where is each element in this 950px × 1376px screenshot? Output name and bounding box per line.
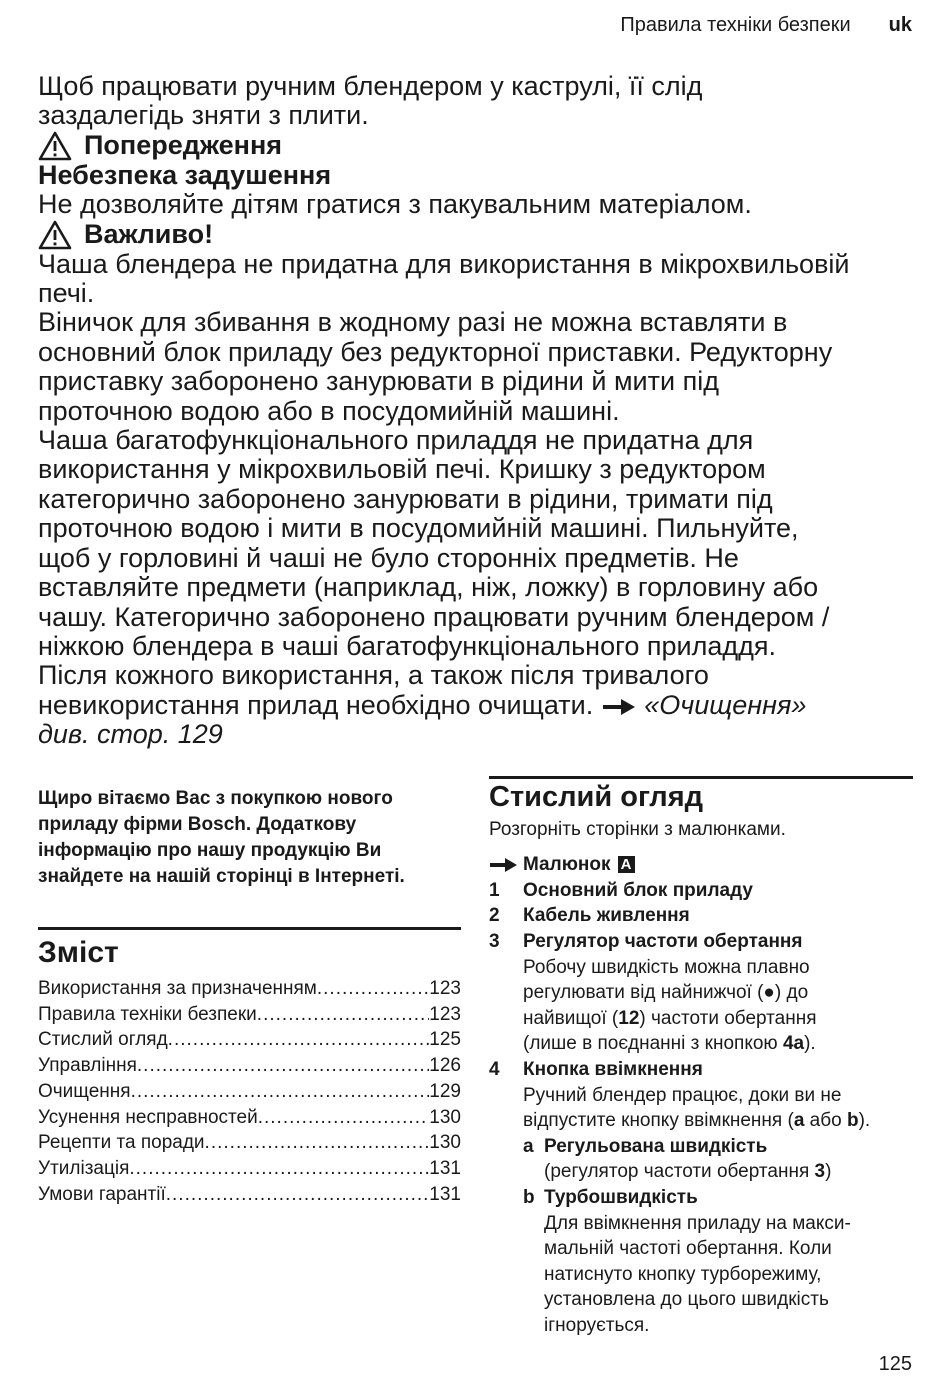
cleaning-reference-link[interactable]: «Очищення» — [644, 689, 807, 720]
toc-item[interactable] — [38, 1156, 461, 1182]
toc-leader — [131, 1079, 430, 1105]
sub-item-desc-line: мальній частоті обертання. Коли — [544, 1238, 832, 1260]
warning-heading — [38, 131, 918, 161]
toc-item[interactable] — [38, 1027, 461, 1053]
item-label: Кнопка ввімкнення — [523, 1058, 703, 1080]
warning-title: Попередження — [84, 130, 283, 161]
toc-leader — [257, 1002, 430, 1028]
toc-item-title: Використання за призначенням — [38, 978, 317, 999]
toc-item-title: Утилізація — [38, 1157, 130, 1179]
item-number: 2 — [489, 905, 500, 927]
text-part-bold: 12 — [618, 1007, 640, 1029]
item-number: 4 — [489, 1058, 500, 1080]
arrow-right-icon — [489, 857, 519, 873]
page-number: 125 — [878, 1353, 912, 1375]
overview-item — [489, 903, 913, 929]
text-part-bold: a — [793, 1110, 805, 1132]
item-number: 3 — [489, 930, 500, 952]
important-line: категорично заборонено занурювати в рідини, тримати під — [38, 483, 773, 514]
sub-item-label: Турбошвидкість — [544, 1186, 698, 1208]
toc-item-page: 125 — [429, 1029, 461, 1051]
overview-subtitle: Розгорніть сторінки з малюнками. — [489, 818, 786, 840]
item-desc-line — [523, 1006, 913, 1032]
toc-item-page: 126 — [429, 1055, 461, 1077]
overview-divider — [489, 776, 913, 779]
text-part: (регулятор частоти обертання — [544, 1161, 815, 1183]
important-last-line — [38, 691, 918, 720]
item-desc-line: регулювати від найнижчої (●) до — [523, 982, 809, 1004]
toc-item[interactable] — [38, 1079, 461, 1105]
welcome-line: знайдете на нашій сторінці в Інтернеті. — [38, 866, 405, 887]
sub-item-a — [523, 1134, 913, 1185]
toc-item-page: 130 — [429, 1132, 461, 1154]
text-part: або — [804, 1110, 847, 1132]
header-lang: uk — [888, 14, 912, 36]
toc-item[interactable] — [38, 1130, 461, 1156]
text-part-bold: b — [846, 1110, 859, 1132]
item-desc-line: Робочу швидкість можна плавно — [523, 956, 810, 978]
toc-divider — [38, 927, 461, 930]
important-line: чашу. Категорично заборонено працювати ручним блендером / — [38, 601, 830, 632]
toc-item-page: 130 — [429, 1106, 461, 1128]
intro-line-2: заздалегідь зняти з плити. — [38, 100, 369, 131]
toc-leader — [168, 1027, 430, 1053]
item-desc-line: Ручний блендер працює, доки ви не — [523, 1084, 842, 1106]
sub-item-desc — [544, 1159, 913, 1185]
toc-item-page: 123 — [429, 978, 461, 999]
right-column — [489, 776, 913, 1338]
important-line: печі. — [38, 278, 95, 309]
important-line: ніжкою блендера в чаші багатофункціонального приладдя. — [38, 630, 776, 661]
sub-item-desc-line: Для ввімкнення приладу на макси- — [544, 1212, 851, 1234]
item-label: Регулятор частоти обертання — [523, 930, 803, 952]
sub-item-letter: a — [523, 1135, 534, 1157]
important-line: Віничок для збивання в жодному разі не можна вставляти в — [38, 307, 788, 338]
important-line: щоб у горловині й чаші не було сторонніх предметів. Не — [38, 542, 739, 573]
hazard-text: Не дозволяйте дітям гратися з пакувальним матеріалом. — [38, 189, 752, 220]
figure-reference — [489, 852, 913, 878]
important-line: основний блок приладу без редукторної приставки. Редукторну — [38, 336, 833, 367]
text-part: відпустите кнопку ввімкнення ( — [523, 1110, 794, 1132]
toc-item[interactable] — [38, 1105, 461, 1131]
toc-item-page: 131 — [429, 1183, 461, 1205]
item-label: Основний блок приладу — [523, 879, 753, 901]
text-part: ) — [825, 1161, 832, 1183]
warning-triangle-icon — [38, 220, 72, 250]
welcome-line: інформацію про нашу продукцію Ви — [38, 840, 382, 861]
text-part: (лише в поєднанні з кнопкою — [523, 1033, 783, 1055]
important-line: Чаша багатофункціонального приладдя не придатна для — [38, 425, 754, 456]
cleaning-reference-page: див. стор. 129 — [38, 719, 223, 750]
overview-title: Стислий огляд — [489, 781, 704, 813]
toc-item-title: Рецепти та поради — [38, 1132, 205, 1154]
sub-item-desc-line: ігнорується. — [544, 1314, 650, 1336]
toc-item-title: Управління — [38, 1055, 137, 1077]
important-line: приставку заборонено занурювати в рідини й мити під — [38, 366, 719, 397]
important-line: проточною водою і мити в посудомийній машині. Пильнуйте, — [38, 513, 799, 544]
sub-item-letter: b — [523, 1186, 535, 1208]
text-part-bold: 3 — [814, 1161, 826, 1183]
important-title: Важливо! — [84, 218, 214, 249]
important-line: Після кожного використання, а також після тривалого — [38, 660, 709, 691]
left-column — [38, 786, 461, 1207]
toc-item-page: 123 — [429, 1003, 461, 1025]
toc-leader — [166, 1182, 430, 1208]
item-desc-line — [523, 1031, 913, 1057]
toc-list — [38, 976, 461, 1207]
sub-item-desc-line: натиснуто кнопку турборежиму, — [544, 1263, 822, 1285]
sub-item-desc-line: установлена до цього швидкість — [544, 1289, 829, 1311]
safety-block — [38, 72, 918, 750]
toc-leader — [137, 1053, 429, 1079]
text-part-bold: 4a — [782, 1033, 805, 1055]
header-section: Правила техніки безпеки — [620, 14, 851, 36]
toc-leader — [258, 1105, 430, 1131]
sub-item-b — [523, 1185, 913, 1339]
important-line: використання у мікрохвильовій печі. Кришку з редуктором — [38, 454, 766, 485]
text-part: ) частоти обертання — [639, 1007, 817, 1029]
toc-item-title: Правила техніки безпеки — [38, 1003, 257, 1025]
toc-item[interactable] — [38, 976, 461, 1002]
important-heading — [38, 220, 918, 250]
toc-item-page: 129 — [429, 1080, 461, 1102]
toc-leader — [317, 976, 429, 1002]
sub-item-label: Регульована швидкість — [544, 1135, 768, 1157]
toc-item-title: Усунення несправностей — [38, 1106, 258, 1128]
toc-leader — [205, 1130, 430, 1156]
toc-item-page: 131 — [429, 1157, 461, 1179]
figure-letter-box: A — [618, 856, 635, 873]
toc-leader — [129, 1156, 429, 1182]
important-line: вставляйте предмети (наприклад, ніж, ложку) в горловину або — [38, 572, 819, 603]
toc-item[interactable] — [38, 1002, 461, 1028]
toc-item-title: Стислий огляд — [38, 1029, 168, 1051]
last-line-text: невикористання прилад необхідно очищати. — [38, 689, 594, 720]
page-header — [620, 14, 912, 37]
welcome-line: Щиро вітаємо Вас з покупкою нового — [38, 788, 393, 809]
toc-item[interactable] — [38, 1053, 461, 1079]
hazard-title: Небезпека задушення — [38, 159, 332, 190]
toc-title: Зміст — [38, 936, 119, 969]
text-part: ). — [858, 1110, 871, 1132]
item-label: Кабель живлення — [523, 905, 690, 927]
toc-item-title: Умови гарантії — [38, 1183, 166, 1205]
overview-item — [489, 929, 913, 1057]
overview-item — [489, 1057, 913, 1339]
warning-triangle-icon — [38, 131, 72, 161]
welcome-line: приладу фірми Bosch. Додаткову — [38, 814, 357, 835]
figure-label: Малюнок — [523, 854, 611, 876]
text-part: найвищої ( — [523, 1007, 619, 1029]
intro-line-1: Щоб працювати ручним блендером у каструлі, її слід — [38, 71, 703, 101]
arrow-right-icon — [601, 698, 637, 716]
text-part: ). — [804, 1033, 816, 1055]
toc-item-title: Очищення — [38, 1080, 131, 1102]
overview-item — [489, 878, 913, 904]
toc-item[interactable] — [38, 1182, 461, 1208]
item-number: 1 — [489, 879, 500, 901]
important-line: Чаша блендера не придатна для використання в мікрохвильовій — [38, 248, 850, 279]
item-desc-line — [523, 1108, 913, 1134]
important-line: проточною водою або в посудомийній машині. — [38, 395, 620, 426]
